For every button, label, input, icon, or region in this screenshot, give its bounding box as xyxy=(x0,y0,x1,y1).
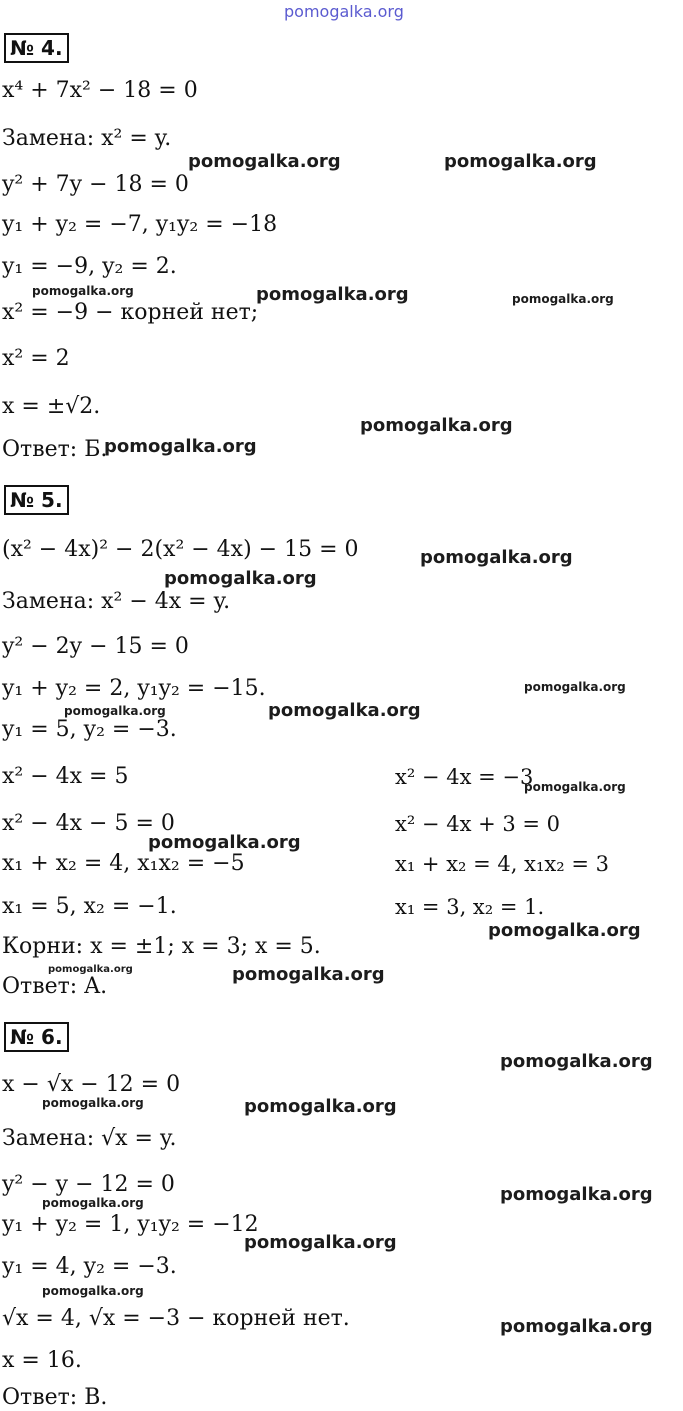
watermark[interactable]: pomogalka.org xyxy=(268,700,421,721)
problem-5-label: № 5. xyxy=(4,485,69,515)
right-column-line: x² − 4x + 3 = 0 xyxy=(395,812,561,836)
equation-line: x⁴ + 7x² − 18 = 0 xyxy=(2,78,198,103)
watermark[interactable]: pomogalka.org xyxy=(42,1196,144,1210)
equation-line: y² − y − 12 = 0 xyxy=(2,1172,175,1197)
watermark[interactable]: pomogalka.org xyxy=(524,680,626,694)
equation-line: y² + 7y − 18 = 0 xyxy=(2,172,189,197)
problem-6-label: № 6. xyxy=(4,1022,69,1052)
watermark[interactable]: pomogalka.org xyxy=(188,151,341,172)
equation-line: x = ±√2. xyxy=(2,394,101,419)
watermark[interactable]: pomogalka.org xyxy=(42,1096,144,1110)
watermark[interactable]: pomogalka.org xyxy=(500,1051,653,1072)
right-column-line: x² − 4x = −3 xyxy=(395,765,534,789)
watermark[interactable]: pomogalka.org xyxy=(360,415,513,436)
left-column-line: x₁ = 5, x₂ = −1. xyxy=(2,894,177,919)
watermark[interactable]: pomogalka.org xyxy=(500,1184,653,1205)
equation-line: √x = 4, √x = −3 − корней нет. xyxy=(2,1306,350,1331)
right-column-line: x₁ + x₂ = 4, x₁x₂ = 3 xyxy=(395,852,609,876)
right-column-line: x₁ = 3, x₂ = 1. xyxy=(395,895,545,919)
watermark[interactable]: pomogalka.org xyxy=(48,964,133,975)
watermark[interactable]: pomogalka.org xyxy=(420,547,573,568)
equation-line: x² = −9 − корней нет; xyxy=(2,300,259,325)
watermark[interactable]: pomogalka.org xyxy=(32,284,134,298)
equation-line: Замена: x² − 4x = y. xyxy=(2,589,231,614)
watermark[interactable]: pomogalka.org xyxy=(148,832,301,853)
watermark[interactable]: pomogalka.org xyxy=(104,436,257,457)
answer-line: Ответ: В. xyxy=(2,1385,108,1410)
answer-line: Ответ: Б. xyxy=(2,437,108,462)
roots-line: Корни: x = ±1; x = 3; x = 5. xyxy=(2,934,321,959)
left-column-line: x₁ + x₂ = 4, x₁x₂ = −5 xyxy=(2,851,245,876)
watermark[interactable]: pomogalka.org xyxy=(42,1284,144,1298)
equation-line: y₁ = −9, y₂ = 2. xyxy=(2,254,177,279)
left-column-line: x² − 4x − 5 = 0 xyxy=(2,811,175,836)
equation-line: y₁ + y₂ = 2, y₁y₂ = −15. xyxy=(2,676,266,701)
equation-line: (x² − 4x)² − 2(x² − 4x) − 15 = 0 xyxy=(2,537,359,562)
watermark[interactable]: pomogalka.org xyxy=(244,1232,397,1253)
equation-line: Замена: √x = y. xyxy=(2,1126,177,1151)
watermark[interactable]: pomogalka.org xyxy=(164,568,317,589)
watermark[interactable]: pomogalka.org xyxy=(488,920,641,941)
equation-line: y² − 2y − 15 = 0 xyxy=(2,634,189,659)
watermark[interactable]: pomogalka.org xyxy=(512,292,614,306)
watermark[interactable]: pomogalka.org xyxy=(444,151,597,172)
equation-line: x = 16. xyxy=(2,1348,82,1373)
equation-line: x² = 2 xyxy=(2,346,70,371)
left-column-line: x² − 4x = 5 xyxy=(2,764,129,789)
watermark[interactable]: pomogalka.org xyxy=(524,780,626,794)
watermark[interactable]: pomogalka.org xyxy=(232,964,385,985)
equation-line: Замена: x² = y. xyxy=(2,126,172,151)
watermark-top[interactable]: pomogalka.org xyxy=(284,2,404,21)
watermark[interactable]: pomogalka.org xyxy=(244,1096,397,1117)
problem-4-label: № 4. xyxy=(4,33,69,63)
watermark[interactable]: pomogalka.org xyxy=(64,704,166,718)
watermark[interactable]: pomogalka.org xyxy=(256,284,409,305)
equation-line: y₁ + y₂ = 1, y₁y₂ = −12 xyxy=(2,1212,259,1237)
equation-line: y₁ = 5, y₂ = −3. xyxy=(2,717,177,742)
equation-line: y₁ + y₂ = −7, y₁y₂ = −18 xyxy=(2,212,278,237)
equation-line: y₁ = 4, y₂ = −3. xyxy=(2,1254,177,1279)
answer-line: Ответ: A. xyxy=(2,974,108,999)
equation-line: x − √x − 12 = 0 xyxy=(2,1072,181,1097)
watermark[interactable]: pomogalka.org xyxy=(500,1316,653,1337)
